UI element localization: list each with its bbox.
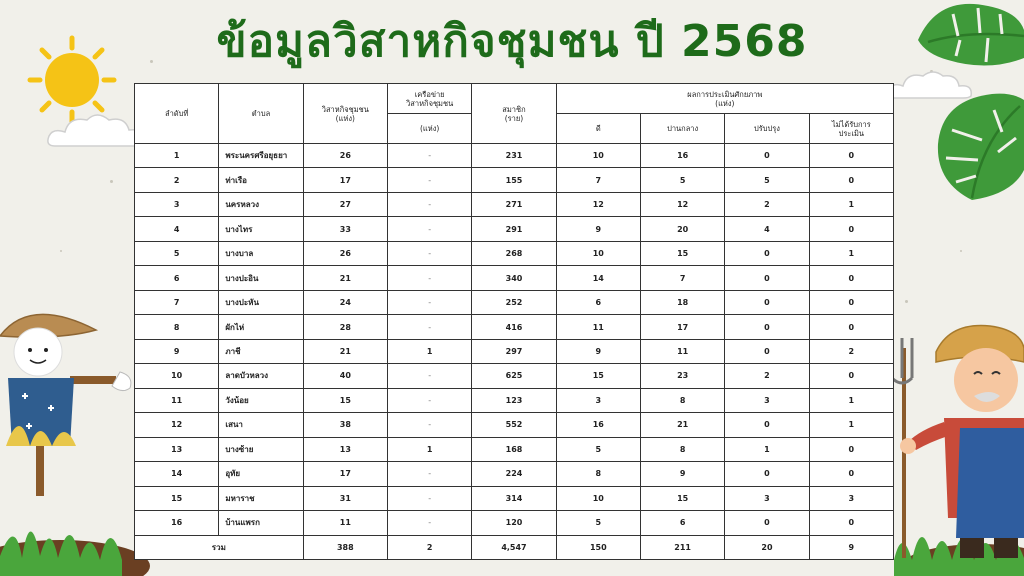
table-cell: 9: [556, 217, 640, 241]
table-cell: 268: [472, 241, 556, 265]
table-cell: 40: [303, 364, 387, 388]
table-cell: 20: [640, 217, 724, 241]
table-cell: 11: [556, 315, 640, 339]
table-cell: 16: [640, 144, 724, 168]
total-cell: 150: [556, 535, 640, 560]
table-cell: 625: [472, 364, 556, 388]
district-name-cell: บางซ้าย: [219, 437, 303, 461]
table-cell: 10: [556, 241, 640, 265]
table-cell: 9: [135, 339, 219, 363]
table-cell: -: [387, 241, 471, 265]
district-name-cell: ภาชี: [219, 339, 303, 363]
district-name-cell: บ้านแพรก: [219, 511, 303, 535]
table-cell: 6: [556, 290, 640, 314]
table-cell: 0: [809, 217, 893, 241]
table-cell: 8: [640, 388, 724, 412]
table-cell: 15: [556, 364, 640, 388]
table-cell: 0: [725, 511, 809, 535]
table-cell: 14: [135, 462, 219, 486]
table-cell: -: [387, 290, 471, 314]
table-cell: -: [387, 168, 471, 192]
table-cell: 314: [472, 486, 556, 510]
table-row: [135, 290, 894, 314]
table-cell: 23: [640, 364, 724, 388]
table-cell: 5: [556, 437, 640, 461]
total-row: [135, 535, 894, 560]
table-cell: 0: [725, 290, 809, 314]
district-name-cell: บางปะอิน: [219, 266, 303, 290]
table-row: [135, 462, 894, 486]
table-cell: 4: [135, 217, 219, 241]
district-name-cell: บางปะหัน: [219, 290, 303, 314]
district-name-cell: มหาราช: [219, 486, 303, 510]
table-cell: 1: [809, 241, 893, 265]
table-cell: 5: [725, 168, 809, 192]
table-cell: 15: [135, 486, 219, 510]
table-cell: -: [387, 192, 471, 216]
enterprise-table: [134, 83, 894, 560]
table-row: [135, 168, 894, 192]
table-cell: 12: [135, 413, 219, 437]
table-cell: -: [387, 388, 471, 412]
table-cell: 1: [809, 192, 893, 216]
table-cell: 0: [809, 266, 893, 290]
table-cell: 13: [135, 437, 219, 461]
table-row: [135, 339, 894, 363]
header-enterprise: วิสาหกิจชุมชน (แห่ง): [303, 84, 387, 144]
table-cell: 21: [303, 266, 387, 290]
total-cell: 388: [303, 535, 387, 560]
total-cell: 2: [387, 535, 471, 560]
table-row: [135, 217, 894, 241]
header-district: ตำบล: [219, 84, 303, 144]
header-members: สมาชิก (ราย): [472, 84, 556, 144]
table-cell: 3: [135, 192, 219, 216]
table-cell: 7: [640, 266, 724, 290]
district-name-cell: นครหลวง: [219, 192, 303, 216]
table-cell: 27: [303, 192, 387, 216]
table-cell: 0: [809, 364, 893, 388]
page-title: ข้อมูลวิสาหกิจชุมชน ปี 2568: [216, 16, 808, 67]
table-cell: 0: [809, 168, 893, 192]
table-cell: 10: [135, 364, 219, 388]
table-row: [135, 364, 894, 388]
table-cell: 11: [135, 388, 219, 412]
table-cell: -: [387, 486, 471, 510]
table-cell: 1: [809, 388, 893, 412]
table-cell: 0: [725, 413, 809, 437]
table-cell: -: [387, 364, 471, 388]
district-name-cell: ลาดบัวหลวง: [219, 364, 303, 388]
table-cell: 123: [472, 388, 556, 412]
table-cell: 231: [472, 144, 556, 168]
table-cell: 28: [303, 315, 387, 339]
table-cell: 12: [556, 192, 640, 216]
table-cell: 9: [556, 339, 640, 363]
header-improve: ปรับปรุง: [725, 114, 809, 144]
district-name-cell: ท่าเรือ: [219, 168, 303, 192]
table-cell: -: [387, 315, 471, 339]
table-cell: 7: [135, 290, 219, 314]
table-cell: 0: [809, 144, 893, 168]
header-not-evaluated: ไม่ได้รับการ ประเมิน: [809, 114, 893, 144]
table-cell: 8: [135, 315, 219, 339]
table-cell: 340: [472, 266, 556, 290]
table-cell: 16: [556, 413, 640, 437]
table-cell: 5: [640, 168, 724, 192]
monstera-leaf-icon: [932, 90, 1024, 202]
table-cell: 17: [303, 168, 387, 192]
district-name-cell: วังน้อย: [219, 388, 303, 412]
table-cell: 297: [472, 339, 556, 363]
table-cell: -: [387, 462, 471, 486]
table-cell: 5: [135, 241, 219, 265]
table-row: [135, 511, 894, 535]
table-cell: 7: [556, 168, 640, 192]
table-cell: 0: [725, 315, 809, 339]
table-cell: 224: [472, 462, 556, 486]
table-cell: 291: [472, 217, 556, 241]
table-cell: 0: [725, 241, 809, 265]
header-network-unit: (แห่ง): [387, 114, 471, 144]
table-cell: 0: [809, 462, 893, 486]
table-row: [135, 241, 894, 265]
table-cell: 0: [809, 315, 893, 339]
table-cell: 168: [472, 437, 556, 461]
table-cell: 16: [135, 511, 219, 535]
district-name-cell: บางบาล: [219, 241, 303, 265]
table-cell: 4: [725, 217, 809, 241]
table-cell: 10: [556, 486, 640, 510]
table-cell: 416: [472, 315, 556, 339]
table-cell: 15: [640, 241, 724, 265]
header-evaluation: ผลการประเมินศักยภาพ (แห่ง): [556, 84, 893, 114]
total-cell: 4,547: [472, 535, 556, 560]
table-cell: 11: [640, 339, 724, 363]
table-cell: 26: [303, 241, 387, 265]
table-cell: 1: [387, 437, 471, 461]
table-cell: 1: [387, 339, 471, 363]
table-cell: 0: [809, 290, 893, 314]
table-cell: 552: [472, 413, 556, 437]
table-cell: 3: [556, 388, 640, 412]
table-cell: 2: [725, 192, 809, 216]
table-cell: 8: [640, 437, 724, 461]
table-cell: 33: [303, 217, 387, 241]
table-row: [135, 486, 894, 510]
table-cell: 38: [303, 413, 387, 437]
header-good: ดี: [556, 114, 640, 144]
table-cell: 271: [472, 192, 556, 216]
district-name-cell: เสนา: [219, 413, 303, 437]
table-cell: 21: [303, 339, 387, 363]
table-cell: -: [387, 413, 471, 437]
table-cell: 3: [725, 388, 809, 412]
table-cell: 15: [640, 486, 724, 510]
header-medium: ปานกลาง: [640, 114, 724, 144]
table-cell: 21: [640, 413, 724, 437]
table-cell: 14: [556, 266, 640, 290]
table-row: [135, 266, 894, 290]
table-cell: 1: [809, 413, 893, 437]
table-cell: 0: [725, 266, 809, 290]
table-cell: 11: [303, 511, 387, 535]
table-cell: 2: [135, 168, 219, 192]
table-cell: 13: [303, 437, 387, 461]
table-row: [135, 388, 894, 412]
table-cell: -: [387, 266, 471, 290]
table-cell: 0: [725, 462, 809, 486]
table-cell: -: [387, 144, 471, 168]
table-cell: 0: [725, 144, 809, 168]
total-cell: 20: [725, 535, 809, 560]
table-cell: 120: [472, 511, 556, 535]
table-cell: 2: [725, 364, 809, 388]
table-cell: -: [387, 217, 471, 241]
total-label: รวม: [135, 535, 304, 560]
table-cell: 0: [809, 437, 893, 461]
table-cell: 10: [556, 144, 640, 168]
header-seq: ลำดับที่: [135, 84, 219, 144]
table-cell: 1: [135, 144, 219, 168]
table-row: [135, 144, 894, 168]
table-cell: -: [387, 511, 471, 535]
data-table: [134, 83, 894, 560]
table-cell: 0: [725, 339, 809, 363]
farmer-illustration: [890, 318, 1024, 558]
table-cell: 3: [725, 486, 809, 510]
table-cell: 6: [640, 511, 724, 535]
district-name-cell: พระนครศรีอยุธยา: [219, 144, 303, 168]
table-cell: 6: [135, 266, 219, 290]
table-cell: 17: [303, 462, 387, 486]
district-name-cell: ผักไห่: [219, 315, 303, 339]
table-row: [135, 437, 894, 461]
table-cell: 12: [640, 192, 724, 216]
table-cell: 9: [640, 462, 724, 486]
table-cell: 3: [809, 486, 893, 510]
table-row: [135, 315, 894, 339]
table-cell: 18: [640, 290, 724, 314]
table-cell: 1: [725, 437, 809, 461]
table-row: [135, 413, 894, 437]
table-row: [135, 192, 894, 216]
total-cell: 9: [809, 535, 893, 560]
table-cell: 17: [640, 315, 724, 339]
total-cell: 211: [640, 535, 724, 560]
table-cell: 0: [809, 511, 893, 535]
header-network: เครือข่าย วิสาหกิจชุมชน: [387, 84, 471, 114]
district-name-cell: อุทัย: [219, 462, 303, 486]
scarecrow-illustration: [0, 296, 136, 496]
table-cell: 252: [472, 290, 556, 314]
district-name-cell: บางไทร: [219, 217, 303, 241]
table-cell: 8: [556, 462, 640, 486]
table-cell: 15: [303, 388, 387, 412]
table-cell: 155: [472, 168, 556, 192]
table-cell: 26: [303, 144, 387, 168]
table-cell: 31: [303, 486, 387, 510]
table-cell: 5: [556, 511, 640, 535]
table-cell: 24: [303, 290, 387, 314]
table-cell: 2: [809, 339, 893, 363]
